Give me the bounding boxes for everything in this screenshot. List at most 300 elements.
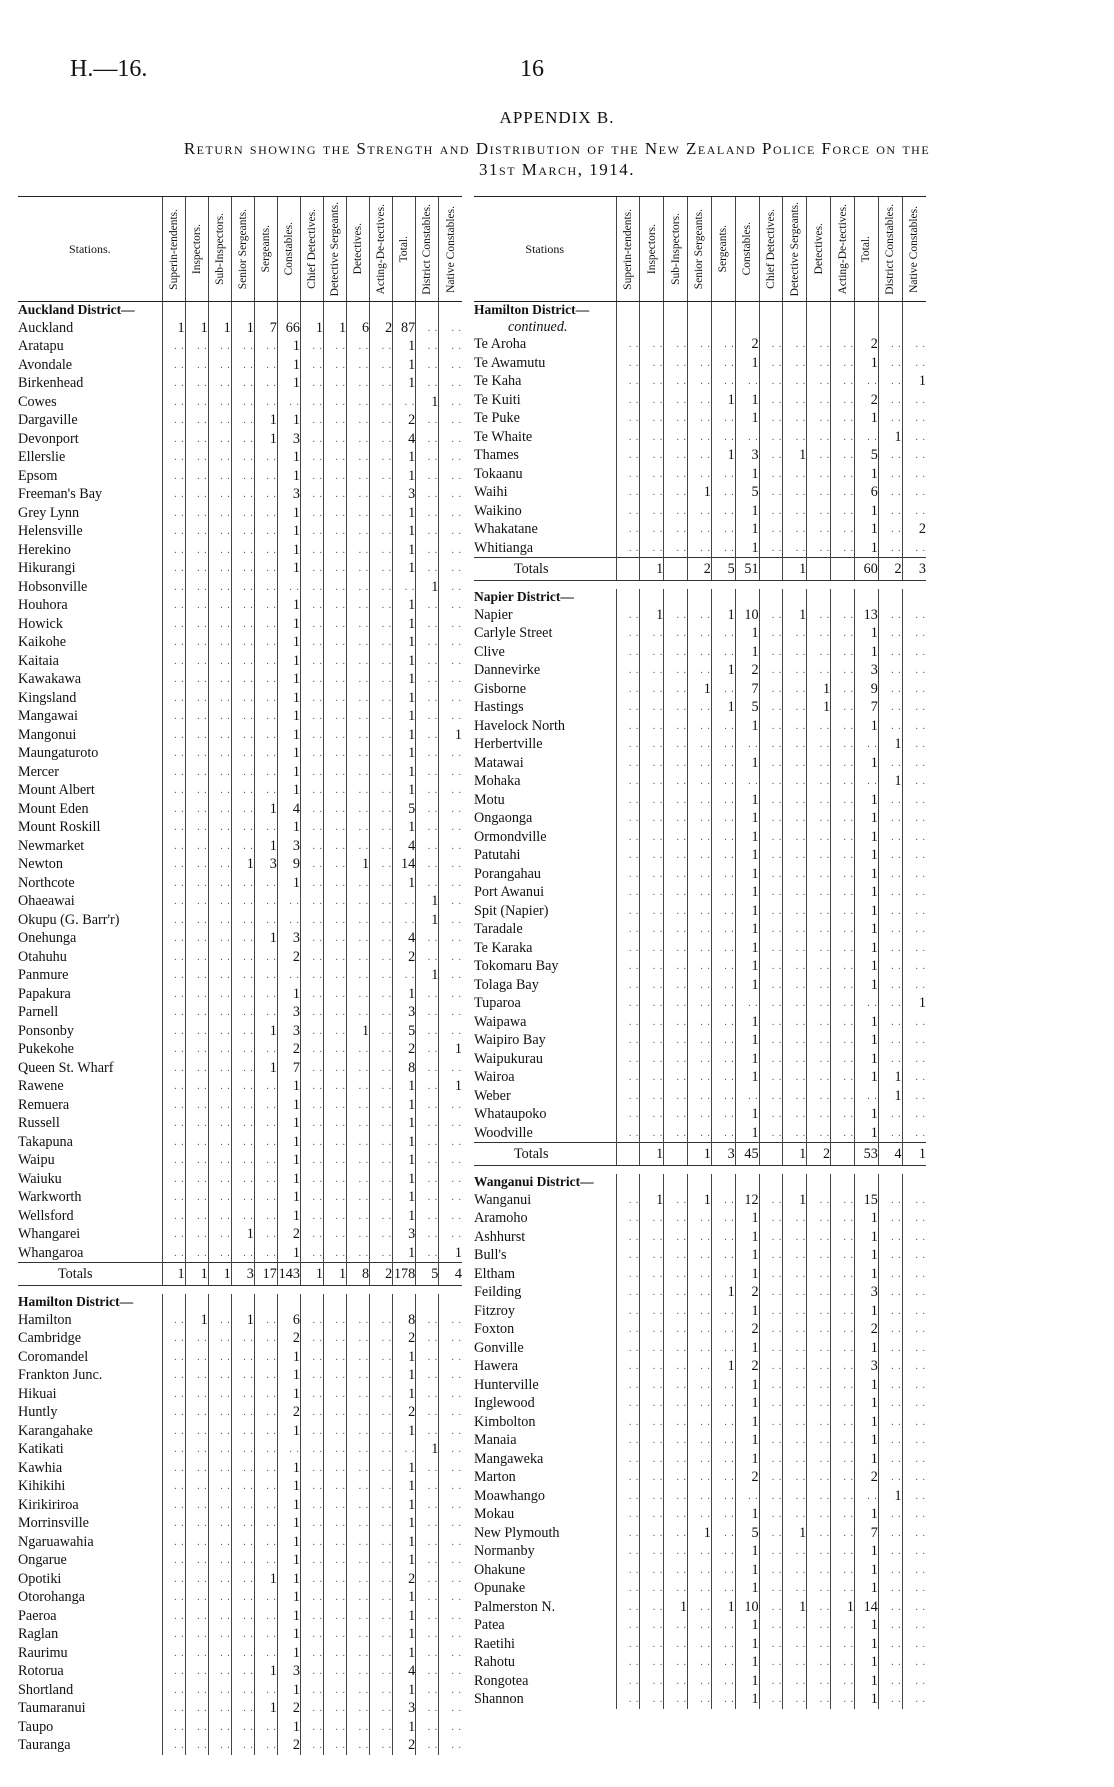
station-row xyxy=(474,1320,926,1339)
count-cell xyxy=(664,828,688,847)
count-cell xyxy=(162,1496,185,1515)
count-cell: 1 xyxy=(277,1477,300,1496)
count-cell xyxy=(783,1124,807,1143)
count-cell xyxy=(208,726,231,745)
count-cell xyxy=(878,1431,902,1450)
count-cell xyxy=(711,1209,735,1228)
count-cell xyxy=(640,846,664,865)
station-row xyxy=(474,1394,926,1413)
count-cell xyxy=(807,1376,831,1395)
total-value: 4 xyxy=(439,1263,462,1286)
count-cell xyxy=(347,670,370,689)
count-cell xyxy=(616,624,640,643)
station-name: New Plymouth xyxy=(474,1524,560,1541)
count-cell xyxy=(323,763,346,782)
count-cell xyxy=(759,1068,783,1087)
station-name: Waihi xyxy=(474,484,508,500)
empty-cell xyxy=(416,302,439,319)
count-cell xyxy=(616,920,640,939)
count-cell xyxy=(616,1105,640,1124)
count-cell xyxy=(439,1514,462,1533)
count-cell xyxy=(347,356,370,375)
count-cell xyxy=(208,1311,231,1330)
count-cell xyxy=(807,1209,831,1228)
count-cell: 1 xyxy=(231,319,254,338)
count-cell xyxy=(759,1320,783,1339)
count-cell xyxy=(688,735,712,754)
count-cell xyxy=(323,1040,346,1059)
count-cell xyxy=(807,606,831,625)
count-cell xyxy=(711,1653,735,1672)
count-cell xyxy=(902,1653,926,1672)
count-cell xyxy=(162,1422,185,1441)
count-cell xyxy=(416,763,439,782)
station-row xyxy=(18,1459,462,1478)
count-cell xyxy=(416,948,439,967)
count-cell: 1 xyxy=(854,643,878,662)
count-cell: 1 xyxy=(711,391,735,410)
count-cell xyxy=(807,539,831,558)
count-cell: 1 xyxy=(277,467,300,486)
count-cell: 1 xyxy=(735,846,759,865)
count-cell xyxy=(616,1524,640,1543)
count-cell: 5 xyxy=(735,698,759,717)
empty-cell xyxy=(231,1294,254,1311)
count-cell xyxy=(878,939,902,958)
count-cell xyxy=(640,809,664,828)
count-cell xyxy=(831,1635,855,1654)
station-name: Clive xyxy=(474,643,505,660)
count-cell xyxy=(416,1188,439,1207)
count-cell xyxy=(208,1422,231,1441)
count-cell xyxy=(711,717,735,736)
count-cell xyxy=(439,929,462,948)
count-cell xyxy=(347,374,370,393)
count-cell xyxy=(439,467,462,486)
count-cell: 1 xyxy=(735,1431,759,1450)
count-cell xyxy=(759,1561,783,1580)
count-cell xyxy=(347,1459,370,1478)
count-cell: 1 xyxy=(854,791,878,810)
count-cell xyxy=(878,1320,902,1339)
count-cell: 1 xyxy=(854,502,878,521)
count-cell xyxy=(231,948,254,967)
total-value: 1 xyxy=(162,1263,185,1286)
count-cell xyxy=(254,1625,277,1644)
count-cell xyxy=(783,920,807,939)
count-cell xyxy=(807,1246,831,1265)
rank-column-label: Total. xyxy=(860,235,873,263)
count-cell xyxy=(323,1133,346,1152)
count-cell xyxy=(711,1394,735,1413)
count-cell xyxy=(347,1607,370,1626)
station-name: Howick xyxy=(18,615,63,632)
station-name: Mercer xyxy=(18,763,59,780)
count-cell xyxy=(807,1690,831,1709)
count-cell xyxy=(185,1570,208,1589)
count-cell xyxy=(783,957,807,976)
count-cell xyxy=(162,1570,185,1589)
count-cell xyxy=(439,1607,462,1626)
count-cell: 1 xyxy=(277,689,300,708)
count-cell: 1 xyxy=(711,446,735,465)
count-cell xyxy=(347,1329,370,1348)
count-cell xyxy=(323,1366,346,1385)
count-cell xyxy=(416,1022,439,1041)
count-cell xyxy=(688,643,712,662)
count-cell xyxy=(162,337,185,356)
count-cell: 1 xyxy=(393,633,416,652)
station-name: Te Kaha xyxy=(474,373,522,389)
totals-row xyxy=(474,558,926,581)
count-cell xyxy=(231,1570,254,1589)
count-cell xyxy=(323,689,346,708)
count-cell xyxy=(783,335,807,354)
count-cell xyxy=(783,1690,807,1709)
count-cell xyxy=(664,1302,688,1321)
count-cell xyxy=(323,1699,346,1718)
station-row xyxy=(474,1050,926,1069)
count-cell xyxy=(759,1031,783,1050)
count-cell: 1 xyxy=(277,1644,300,1663)
count-cell xyxy=(370,504,393,523)
count-cell: 10 xyxy=(735,606,759,625)
station-row xyxy=(474,1087,926,1106)
count-cell xyxy=(783,354,807,373)
station-name: Ongarue xyxy=(18,1552,67,1568)
count-cell xyxy=(783,772,807,791)
count-cell xyxy=(208,1607,231,1626)
count-cell xyxy=(783,1579,807,1598)
continued-row xyxy=(474,319,926,336)
count-cell xyxy=(902,1124,926,1143)
count-cell xyxy=(616,483,640,502)
count-cell xyxy=(783,1339,807,1358)
count-cell xyxy=(300,1440,323,1459)
count-cell xyxy=(254,485,277,504)
count-cell xyxy=(878,1579,902,1598)
count-cell xyxy=(783,502,807,521)
count-cell: 1 xyxy=(277,633,300,652)
count-cell: 1 xyxy=(393,1625,416,1644)
count-cell xyxy=(162,1625,185,1644)
count-cell xyxy=(831,372,855,391)
count-cell: 1 xyxy=(277,374,300,393)
count-cell xyxy=(185,411,208,430)
count-cell: 1 xyxy=(393,504,416,523)
count-cell xyxy=(688,828,712,847)
count-cell xyxy=(323,1348,346,1367)
count-cell xyxy=(664,1524,688,1543)
count-cell xyxy=(254,1385,277,1404)
count-cell xyxy=(300,818,323,837)
station-name: Avondale xyxy=(18,356,73,373)
count-cell xyxy=(878,502,902,521)
count-cell xyxy=(878,1246,902,1265)
count-cell: 1 xyxy=(735,502,759,521)
rank-column-label: Superin-tendents. xyxy=(167,208,180,290)
count-cell xyxy=(688,1468,712,1487)
count-cell xyxy=(439,337,462,356)
count-cell: 1 xyxy=(323,319,346,338)
station-name: Parnell xyxy=(18,1004,59,1020)
count-cell xyxy=(759,1450,783,1469)
count-cell xyxy=(640,1068,664,1087)
count-cell xyxy=(664,1394,688,1413)
count-cell xyxy=(711,1265,735,1284)
count-cell xyxy=(208,430,231,449)
station-name: Kaitaia xyxy=(18,652,59,669)
count-cell xyxy=(162,874,185,893)
count-cell xyxy=(616,1450,640,1469)
count-cell xyxy=(759,1690,783,1709)
count-cell xyxy=(616,1505,640,1524)
count-cell: 4 xyxy=(393,1662,416,1681)
station-row xyxy=(474,1246,926,1265)
count-cell xyxy=(640,994,664,1013)
station-row xyxy=(474,772,926,791)
count-cell xyxy=(300,337,323,356)
station-name: Woodville xyxy=(474,1124,533,1141)
count-cell xyxy=(616,680,640,699)
count-cell: 1 xyxy=(300,319,323,338)
count-cell xyxy=(616,1487,640,1506)
count-cell: 1 xyxy=(735,976,759,995)
count-cell: 3 xyxy=(393,1699,416,1718)
count-cell xyxy=(711,483,735,502)
count-cell xyxy=(370,1440,393,1459)
spacer-cell xyxy=(18,1286,462,1295)
count-cell xyxy=(878,606,902,625)
count-cell xyxy=(231,411,254,430)
count-cell: 1 xyxy=(393,1244,416,1263)
count-cell xyxy=(300,1114,323,1133)
count-cell xyxy=(807,1320,831,1339)
count-cell xyxy=(640,1579,664,1598)
count-cell xyxy=(185,911,208,930)
count-cell xyxy=(783,1450,807,1469)
count-cell: 7 xyxy=(854,698,878,717)
count-cell xyxy=(323,1551,346,1570)
count-cell: 1 xyxy=(735,465,759,484)
count-cell: 13 xyxy=(854,606,878,625)
count-cell xyxy=(185,596,208,615)
count-cell xyxy=(347,1170,370,1189)
count-cell xyxy=(300,485,323,504)
count-cell xyxy=(711,1616,735,1635)
station-name: Katikati xyxy=(18,1441,64,1457)
station-row xyxy=(474,1191,926,1210)
count-cell xyxy=(347,596,370,615)
count-cell xyxy=(416,855,439,874)
count-cell xyxy=(807,1302,831,1321)
count-cell xyxy=(416,1496,439,1515)
count-cell xyxy=(664,1068,688,1087)
count-cell xyxy=(878,1013,902,1032)
count-cell xyxy=(831,391,855,410)
empty-cell xyxy=(688,302,712,319)
count-cell xyxy=(616,1124,640,1143)
count-cell: 4 xyxy=(393,837,416,856)
station-row xyxy=(18,911,462,930)
station-row xyxy=(474,754,926,773)
station-name: Taupo xyxy=(18,1718,54,1735)
totals-label: Totals xyxy=(474,1143,616,1166)
station-row xyxy=(18,356,462,375)
count-cell xyxy=(162,1348,185,1367)
count-cell xyxy=(208,744,231,763)
count-cell xyxy=(162,652,185,671)
count-cell xyxy=(902,1561,926,1580)
station-name: Waipawa xyxy=(474,1013,527,1030)
count-cell: 1 xyxy=(854,976,878,995)
count-cell xyxy=(439,615,462,634)
count-cell: 1 xyxy=(277,504,300,523)
count-cell xyxy=(208,911,231,930)
count-cell xyxy=(759,772,783,791)
count-cell: 1 xyxy=(902,372,926,391)
count-cell xyxy=(254,522,277,541)
station-name: Otahuhu xyxy=(18,948,67,965)
count-cell xyxy=(162,929,185,948)
total-value: 3 xyxy=(711,1143,735,1166)
count-cell xyxy=(300,1588,323,1607)
count-cell xyxy=(878,846,902,865)
count-cell xyxy=(416,485,439,504)
count-cell xyxy=(185,1329,208,1348)
station-row xyxy=(474,1450,926,1469)
count-cell: 1 xyxy=(711,661,735,680)
count-cell xyxy=(231,929,254,948)
rank-column-header xyxy=(807,197,831,302)
count-cell xyxy=(370,1151,393,1170)
count-cell xyxy=(616,1598,640,1617)
count-cell xyxy=(616,865,640,884)
empty-cell xyxy=(162,302,185,319)
count-cell xyxy=(231,1003,254,1022)
count-cell xyxy=(347,615,370,634)
count-cell xyxy=(254,374,277,393)
station-row xyxy=(18,1077,462,1096)
count-cell xyxy=(231,1170,254,1189)
count-cell: 1 xyxy=(393,1459,416,1478)
count-cell xyxy=(759,1087,783,1106)
count-cell xyxy=(416,726,439,745)
station-row xyxy=(18,541,462,560)
count-cell xyxy=(185,800,208,819)
count-cell xyxy=(370,1385,393,1404)
count-cell: 5 xyxy=(735,483,759,502)
station-row xyxy=(18,1311,462,1330)
count-cell xyxy=(878,1413,902,1432)
count-cell xyxy=(347,800,370,819)
count-cell xyxy=(640,976,664,995)
spacer-row xyxy=(474,1166,926,1175)
count-cell xyxy=(688,883,712,902)
count-cell xyxy=(831,1357,855,1376)
count-cell xyxy=(162,504,185,523)
count-cell xyxy=(640,1050,664,1069)
count-cell: 1 xyxy=(393,726,416,745)
count-cell xyxy=(439,948,462,967)
count-cell: 1 xyxy=(393,1188,416,1207)
count-cell xyxy=(254,541,277,560)
count-cell xyxy=(640,920,664,939)
count-cell xyxy=(185,781,208,800)
count-cell xyxy=(711,335,735,354)
station-name: Manaia xyxy=(474,1432,517,1448)
rank-column-header xyxy=(370,197,393,302)
count-cell xyxy=(902,735,926,754)
station-row xyxy=(18,689,462,708)
count-cell xyxy=(902,828,926,847)
continued-label: continued. xyxy=(508,318,568,335)
count-cell xyxy=(688,1050,712,1069)
count-cell xyxy=(783,735,807,754)
count-cell xyxy=(185,1133,208,1152)
count-cell: 3 xyxy=(277,1662,300,1681)
station-name: Hastings xyxy=(474,699,524,715)
total-value: 5 xyxy=(416,1263,439,1286)
count-cell: 1 xyxy=(854,1228,878,1247)
count-cell xyxy=(878,1690,902,1709)
count-cell xyxy=(254,559,277,578)
count-cell xyxy=(664,335,688,354)
count-cell xyxy=(162,1699,185,1718)
count-cell: 1 xyxy=(735,520,759,539)
spacer-row xyxy=(18,1286,462,1295)
count-cell: 1 xyxy=(393,1533,416,1552)
station-name: Rongotea xyxy=(474,1672,529,1689)
count-cell xyxy=(640,1505,664,1524)
count-cell xyxy=(878,483,902,502)
total-value xyxy=(759,1143,783,1166)
count-cell: 1 xyxy=(162,319,185,338)
count-cell xyxy=(783,409,807,428)
count-cell xyxy=(759,483,783,502)
count-cell: 1 xyxy=(711,1357,735,1376)
count-cell xyxy=(370,911,393,930)
count-cell xyxy=(162,781,185,800)
station-row xyxy=(474,735,926,754)
count-cell xyxy=(347,1366,370,1385)
count-cell xyxy=(664,772,688,791)
count-cell xyxy=(185,1422,208,1441)
count-cell: 1 xyxy=(854,939,878,958)
rank-column-label: Constables. xyxy=(282,222,295,276)
station-name: Cowes xyxy=(18,393,57,410)
station-name: Wellsford xyxy=(18,1207,74,1224)
count-cell xyxy=(902,1450,926,1469)
count-cell xyxy=(902,698,926,717)
count-cell xyxy=(783,624,807,643)
count-cell xyxy=(759,1431,783,1450)
count-cell xyxy=(878,354,902,373)
count-cell xyxy=(711,754,735,773)
count-cell xyxy=(783,902,807,921)
count-cell: 1 xyxy=(831,1598,855,1617)
count-cell: 1 xyxy=(854,846,878,865)
count-cell xyxy=(439,596,462,615)
count-cell xyxy=(162,467,185,486)
count-cell: 1 xyxy=(854,865,878,884)
count-cell xyxy=(664,717,688,736)
station-name: Waipiro Bay xyxy=(474,1032,546,1048)
count-cell xyxy=(208,985,231,1004)
count-cell xyxy=(902,1283,926,1302)
station-name: Mount Eden xyxy=(18,800,89,817)
count-cell xyxy=(162,1077,185,1096)
